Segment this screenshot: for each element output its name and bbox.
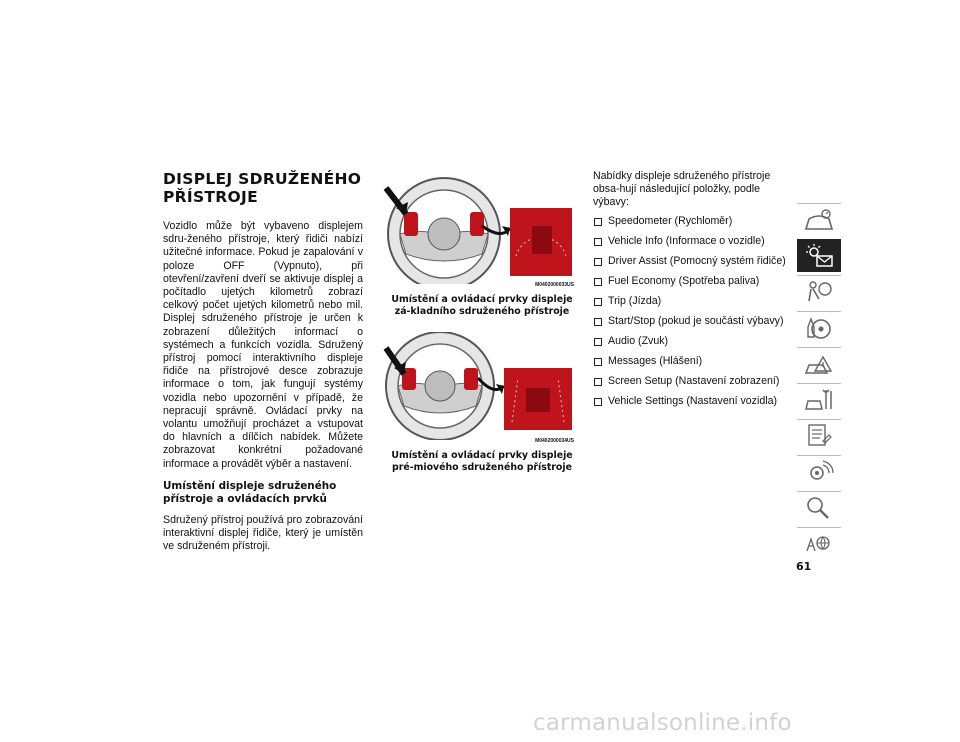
intro-paragraph: Vozidlo může být vybaveno displejem sdru-ženého přístroje, který řidiči nabízí užitečné informace. Pokud je zapalování v poloze OFF (Vypnuto), při otevření/zavření dveří se aktivuje displej a počítadlo ujetých kilometrů zobrazí celkový počet ujetých kilometrů nebo mil. Displej sdruženého přístroje je určen k zobrazení důležitých informací o systémech a funkcích vozidla. Sdružený přístroj pomocí interaktivního displeje řidiče na přístrojové desce zobrazuje informace o tom, jak fungují systémy vozidla nebo upozornění v případě, že nepracují správně. Ovládací prvky na volantu umožňují procházet a vstupovat do hlavních a dílčích nabídek. Můžete zobrazovat konkrétní požadované informace a provádět výběr a nastavení. xyxy=(163,220,363,470)
list-item: Trip (Jízda) xyxy=(593,295,798,315)
checkbox-icon xyxy=(594,318,602,326)
tab-service[interactable] xyxy=(797,383,841,416)
steering-wheel-basic-illustration xyxy=(382,176,578,284)
figure-caption: Umístění a ovládací prvky displeje pré-miového sdruženého přístroje xyxy=(391,450,573,473)
checkbox-icon xyxy=(594,258,602,266)
list-item: Speedometer (Rychloměr) xyxy=(593,215,798,235)
list-item: Driver Assist (Pomocný systém řidiče) xyxy=(593,255,798,275)
list-item: Vehicle Settings (Nastavení vozidla) xyxy=(593,395,798,415)
tab-languages[interactable] xyxy=(797,527,841,560)
checkbox-icon xyxy=(594,218,602,226)
figure-code: M0402000034US xyxy=(535,438,574,444)
emergency-car-icon xyxy=(803,351,835,377)
languages-icon xyxy=(803,531,835,557)
watermark: carmanualsonline.info xyxy=(533,710,792,736)
figure-premium-cluster xyxy=(382,332,578,444)
figure-caption: Umístění a ovládací prvky displeje zá-kladního sdruženého přístroje xyxy=(391,294,573,317)
multimedia-icon xyxy=(803,459,835,485)
tab-multimedia[interactable] xyxy=(797,455,841,488)
list-item: Start/Stop (pokud je součástí výbavy) xyxy=(593,315,798,335)
list-item: Audio (Zvuk) xyxy=(593,335,798,355)
warning-light-message-icon xyxy=(803,243,835,269)
steering-wheel-premium-illustration xyxy=(382,332,578,440)
tab-specifications[interactable] xyxy=(797,419,841,452)
checkbox-icon xyxy=(594,238,602,246)
menu-intro: Nabídky displeje sdruženého přístroje obsa-hují následující položky, podle výbavy: xyxy=(593,170,771,208)
tab-dashboard[interactable] xyxy=(797,203,841,236)
tab-starting[interactable] xyxy=(797,311,841,344)
tab-safety[interactable] xyxy=(797,275,841,308)
right-column xyxy=(593,170,798,415)
checkbox-icon xyxy=(594,378,602,386)
checkbox-icon xyxy=(594,338,602,346)
page-number: 61 xyxy=(796,560,812,573)
list-item: Messages (Hlášení) xyxy=(593,355,798,375)
list-item: Fuel Economy (Spotřeba paliva) xyxy=(593,275,798,295)
menu-list xyxy=(593,215,798,415)
figure-basic-cluster xyxy=(382,176,578,288)
figures-column xyxy=(382,176,582,488)
list-item: Vehicle Info (Informace o vozidle) xyxy=(593,235,798,255)
location-paragraph: Sdružený přístroj používá pro zobrazování interaktivní displej řidiče, který je umístěn ve sdruženém přístroji. xyxy=(163,513,363,553)
tab-index[interactable] xyxy=(797,491,841,524)
steering-start-icon xyxy=(803,315,835,341)
specifications-list-icon xyxy=(803,423,835,449)
subsection-title: Umístění displeje sdruženého přístroje a ovládacích prvků xyxy=(163,479,337,505)
car-dashboard-icon xyxy=(803,207,835,233)
figure-code: M0402000033US xyxy=(535,282,574,288)
checkbox-icon xyxy=(594,278,602,286)
list-item: Screen Setup (Nastavení zobrazení) xyxy=(593,375,798,395)
index-search-icon xyxy=(803,495,835,521)
left-column xyxy=(163,170,363,562)
section-title: DISPLEJ SDRUŽENÉHO PŘÍSTROJE xyxy=(163,170,362,206)
airbag-safety-icon xyxy=(803,279,835,305)
chapter-tabs xyxy=(797,203,841,563)
checkbox-icon xyxy=(594,298,602,306)
service-wrench-icon xyxy=(803,387,835,413)
checkbox-icon xyxy=(594,358,602,366)
tab-warning-lights[interactable] xyxy=(797,239,841,272)
checkbox-icon xyxy=(594,398,602,406)
tab-emergency[interactable] xyxy=(797,347,841,380)
